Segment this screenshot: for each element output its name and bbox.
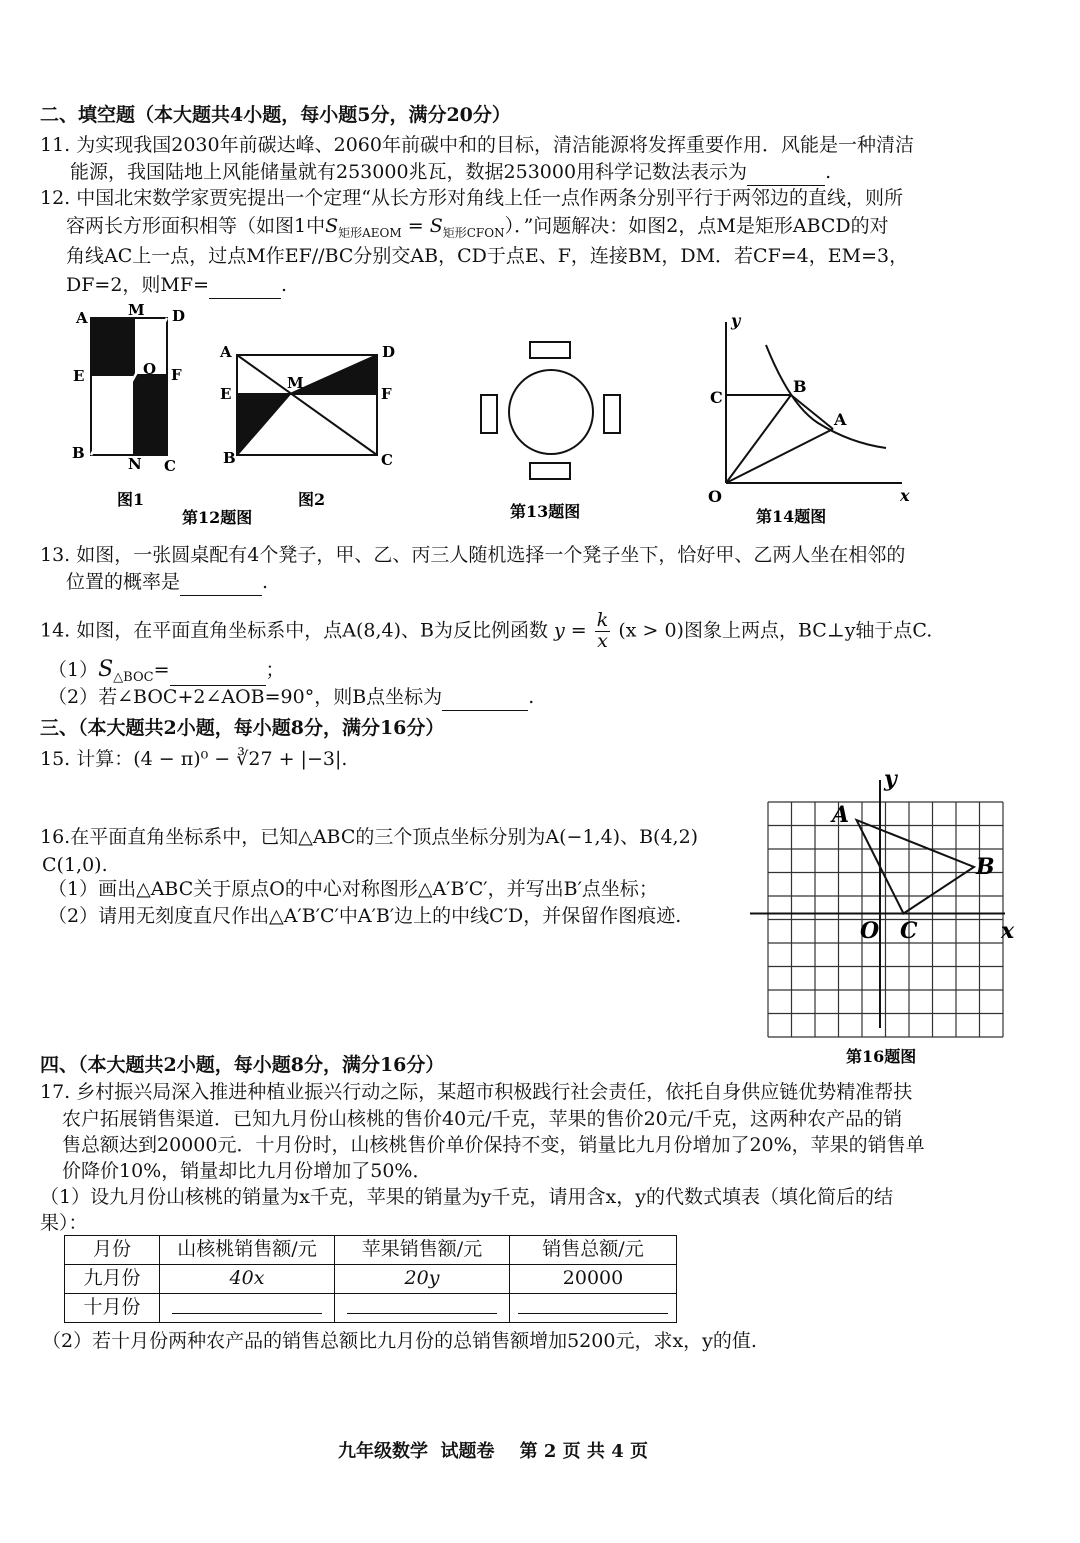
fig14-label-y: y <box>731 311 741 330</box>
q11-text: 能源，我国陆地上风能储量就有253000兆瓦，数据253000用科学记数法表示为 <box>70 161 748 183</box>
q14-fraction <box>595 611 611 652</box>
section-header-3: 三、（本大题共2小题，每小题8分，满分16分） <box>40 717 445 739</box>
q17-part2: （2）若十月份两种农产品的销售总额比九月份的总销售额增加5200元，求x，y的值. <box>42 1330 757 1352</box>
segment-oa <box>726 429 833 483</box>
fig2-label-D: D <box>382 343 396 361</box>
table-header-cell: 苹果销售额/元 <box>335 1236 510 1265</box>
q16-line2: C(1,0). <box>42 854 108 876</box>
round-table <box>509 370 593 454</box>
answer-blank <box>518 1295 668 1314</box>
fig12-caption: 第12题图 <box>182 508 253 527</box>
q14-p2-end: . <box>528 686 535 708</box>
fig2-label-B: B <box>223 449 236 467</box>
fig12-1 <box>72 301 185 509</box>
q13-line2 <box>66 570 268 596</box>
q11-line1: 11. 为实现我国2030年前碳达峰、2060年前碳中和的目标，清洁能源将发挥重要作用．风能是一种清洁 <box>40 134 914 156</box>
q12-S2: S <box>429 215 443 237</box>
q14-frac-num: k <box>596 609 609 631</box>
fig13-caption: 第13题图 <box>510 502 581 521</box>
q12-line3: 角线AC上一点，过点M作EF//BC分别交AB，CD于点E、F，连接BM，DM．若CF=4，EM=3， <box>66 245 909 267</box>
fig1-label-D: D <box>172 307 186 325</box>
q14-p2-blank <box>442 690 528 711</box>
q11-answer-blank <box>747 165 825 186</box>
table-cell: 20000 <box>510 1265 677 1294</box>
q12-sub2: 矩形CFON <box>442 225 505 240</box>
q16-part1: （1）画出△ABC关于原点O的中心对称图形△A′B′C′，并写出B′点坐标； <box>48 878 658 900</box>
q13-answer-blank <box>180 575 262 596</box>
q17-table <box>64 1235 677 1323</box>
fig14 <box>708 311 910 526</box>
segment-ob <box>726 395 791 483</box>
q16-part2: （2）请用无刻度直尺作出△A′B′C′中A′B′边上的中线C′D，并保留作图痕迹. <box>48 905 682 927</box>
answer-blank <box>172 1295 322 1314</box>
q12-line2-text-b: ）．”问题解决：如图2，点M是矩形ABCD的对 <box>504 215 889 237</box>
q17-part1-line2: 果）： <box>40 1212 88 1234</box>
fig16-label-O: O <box>860 918 880 944</box>
fig14-label-A: A <box>834 410 847 429</box>
q13-period: . <box>262 571 269 593</box>
fig2-label-F: F <box>381 385 392 403</box>
fig1-label-B: B <box>72 444 85 462</box>
fig14-label-C: C <box>710 388 723 407</box>
stool-left <box>481 395 497 433</box>
table-header-row <box>65 1236 677 1265</box>
table-cell: 九月份 <box>65 1265 160 1294</box>
q15-text: 15. 计算：(4 − π)⁰ − ∛27 + |−3|. <box>40 748 348 770</box>
table-cell: 40x <box>160 1265 335 1294</box>
q14-part1 <box>48 655 285 686</box>
fig16-grid <box>768 802 1003 1037</box>
table-header-cell: 销售总额/元 <box>510 1236 677 1265</box>
q14-line1 <box>40 611 932 652</box>
fig1-label-O: O <box>143 360 157 378</box>
page-footer: 九年级数学 试题卷 第 2 页 共 4 页 <box>338 1441 648 1462</box>
q12-line1: 12. 中国北宋数学家贾宪提出一个定理“从长方形对角线上任一点作两条分别平行于两邻边的直线，则所 <box>40 187 903 209</box>
fig16-label-x: x <box>1001 918 1015 944</box>
fig14-caption: 第14题图 <box>756 507 827 526</box>
q12-line4-text: DF=2，则MF= <box>66 274 209 296</box>
fig16 <box>740 760 1040 1070</box>
fig16-caption: 第16题图 <box>846 1047 917 1066</box>
q14-text-b: (x > 0)图象上两点，BC⊥y轴于点C. <box>618 619 933 642</box>
table-cell: 20y <box>335 1265 510 1294</box>
figures-row <box>0 295 1080 540</box>
fig16-label-B: B <box>976 854 995 880</box>
q14-p1-end: ； <box>265 659 285 681</box>
fig1-shaded-aeom <box>91 318 134 375</box>
q12-S1: S <box>325 215 339 237</box>
q17-line3: 售总额达到20000元．十月份时，山核桃售价单价保持不变，销量比九月份增加了20%，苹果的销售单 <box>62 1134 925 1156</box>
fig2-label-A: A <box>220 343 232 361</box>
answer-blank <box>347 1295 497 1314</box>
fig13 <box>481 342 620 521</box>
table-header-cell: 月份 <box>65 1236 160 1265</box>
fig16-label-y: y <box>884 766 897 792</box>
q11-line2 <box>70 160 831 186</box>
table-header-cell: 山核桃销售额/元 <box>160 1236 335 1265</box>
q14-p1-eq: = <box>153 659 170 681</box>
table-cell-blank <box>160 1294 335 1323</box>
q14-text-a: 14. 如图，在平面直角坐标系中，点A(8,4)、B为反比例函数 <box>40 619 548 642</box>
fig14-label-O: O <box>708 487 722 506</box>
q17-line2: 农户拓展销售渠道．已知九月份山核桃的售价40元/千克，苹果的售价20元/千克，这两种农产品的销 <box>62 1108 903 1130</box>
fig1-label-F: F <box>171 366 182 384</box>
table-cell-blank <box>510 1294 677 1323</box>
q12-eq: = <box>407 215 424 237</box>
section-header-4: 四、（本大题共2小题，每小题8分，满分16分） <box>40 1054 445 1076</box>
fig1-label-E: E <box>73 367 85 385</box>
section-header-fill-in: 二、填空题（本大题共4小题，每小题5分，满分20分） <box>40 104 511 126</box>
q13-line1: 13. 如图，一张圆桌配有4个凳子，甲、乙、丙三人随机选择一个凳子坐下，恰好甲、乙两人坐在相邻的 <box>40 544 906 566</box>
q14-p1-S: S <box>98 657 114 682</box>
fig14-label-x: x <box>900 486 910 505</box>
fig2-label-M: M <box>287 374 304 392</box>
q12-line2-text: 容两长方形面积相等（如图1中 <box>66 215 326 237</box>
table-row <box>65 1265 677 1294</box>
fig2-label-C: C <box>381 451 393 469</box>
q14-y-eq: y = <box>554 619 587 642</box>
fig1-label-M: M <box>128 301 145 319</box>
q12-sub1: 矩形AEOM <box>338 225 402 240</box>
segment-ba <box>791 395 833 429</box>
q16-line1: 16.在平面直角坐标系中，已知△ABC的三个顶点坐标分别为A(−1,4)、B(4,2) <box>40 826 699 848</box>
fig1-label-C: C <box>164 457 176 475</box>
stool-bottom <box>530 463 570 479</box>
q14-p2-text: （2）若∠BOC+2∠AOB=90°，则B点坐标为 <box>48 686 443 708</box>
q11-period: . <box>825 161 832 183</box>
q12-period: . <box>280 274 288 296</box>
table-cell: 十月份 <box>65 1294 160 1323</box>
fig1-label-A: A <box>76 309 88 327</box>
q14-part2 <box>48 685 534 711</box>
fig14-label-B: B <box>793 377 807 396</box>
q17-line4: 价降价10%，销量却比九月份增加了50%． <box>62 1160 432 1182</box>
fig2-caption: 图2 <box>298 490 326 509</box>
stool-right <box>604 395 620 433</box>
fig1-shaded-cfon <box>134 375 167 455</box>
fig1-caption: 图1 <box>117 490 145 509</box>
q14-p1-blank <box>170 665 266 686</box>
q12-line2 <box>66 214 889 241</box>
q14-p1-num: （1） <box>48 659 99 681</box>
q14-frac-den: x <box>597 629 608 652</box>
fig1-label-N: N <box>128 455 142 473</box>
table-row <box>65 1294 677 1323</box>
table-cell-blank <box>335 1294 510 1323</box>
q17-line1: 17. 乡村振兴局深入推进种植业振兴行动之际，某超市积极践行社会责任，依托自身供应链优势精准帮扶 <box>40 1081 913 1103</box>
q14-p1-sub: △BOC <box>113 669 154 685</box>
fig12-2 <box>219 343 395 509</box>
stool-top <box>530 342 570 358</box>
fig16-label-C: C <box>900 918 918 944</box>
fig2-label-E: E <box>220 385 232 403</box>
q13-text: 位置的概率是 <box>66 571 181 593</box>
q17-part1-line1: （1）设九月份山核桃的销量为x千克，苹果的销量为y千克，请用含x，y的代数式填表（填化简后的结 <box>40 1186 893 1208</box>
fig16-label-A: A <box>832 802 850 828</box>
